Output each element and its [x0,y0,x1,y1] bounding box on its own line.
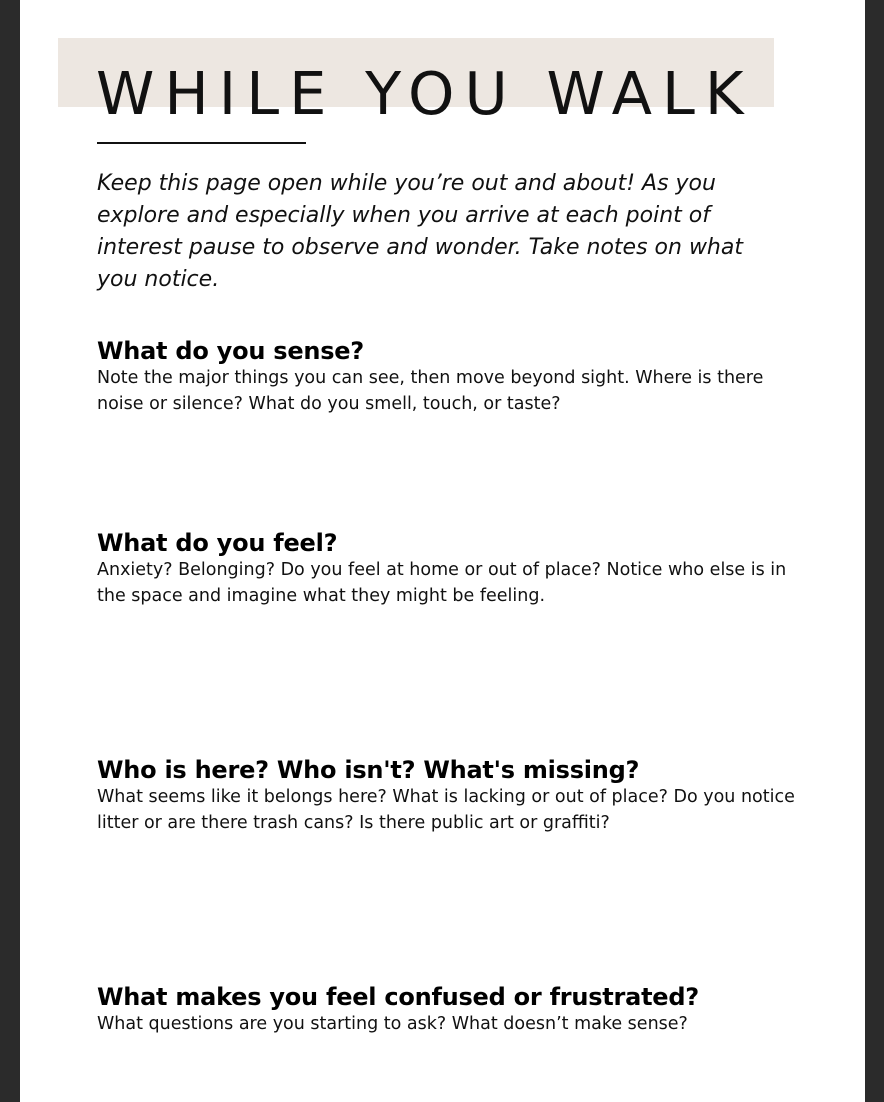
section-heading: What do you sense? [97,337,364,365]
section-heading: What do you feel? [97,529,338,557]
page-title: WHILE YOU WALK [96,59,754,128]
document-page[interactable] [20,0,865,1102]
section-heading: What makes you feel confused or frustrated? [97,983,699,1011]
section-heading: Who is here? Who isn't? What's missing? [97,756,640,784]
intro-paragraph: Keep this page open while you’re out and about! As you explore and especially when you arrive at each point of interest pause to observe and wonder. Take notes on what you notice. [97,171,743,292]
section-sense [97,336,797,417]
title-underline-rule [97,142,306,144]
section-body: Note the major things you can see, then move beyond sight. Where is there noise or silence? What do you smell, touch, or taste? [97,368,764,414]
section-confused [97,982,797,1038]
section-body: What questions are you starting to ask? What doesn’t make sense? [97,1014,688,1034]
section-who-is-here [97,755,797,836]
section-body: Anxiety? Belonging? Do you feel at home or out of place? Notice who else is in the space and imagine what they might be feeling. [97,560,787,606]
section-body: What seems like it belongs here? What is lacking or out of place? Do you notice litter or are there trash cans? Is there public art or graffiti? [97,787,795,833]
section-feel [97,528,797,609]
